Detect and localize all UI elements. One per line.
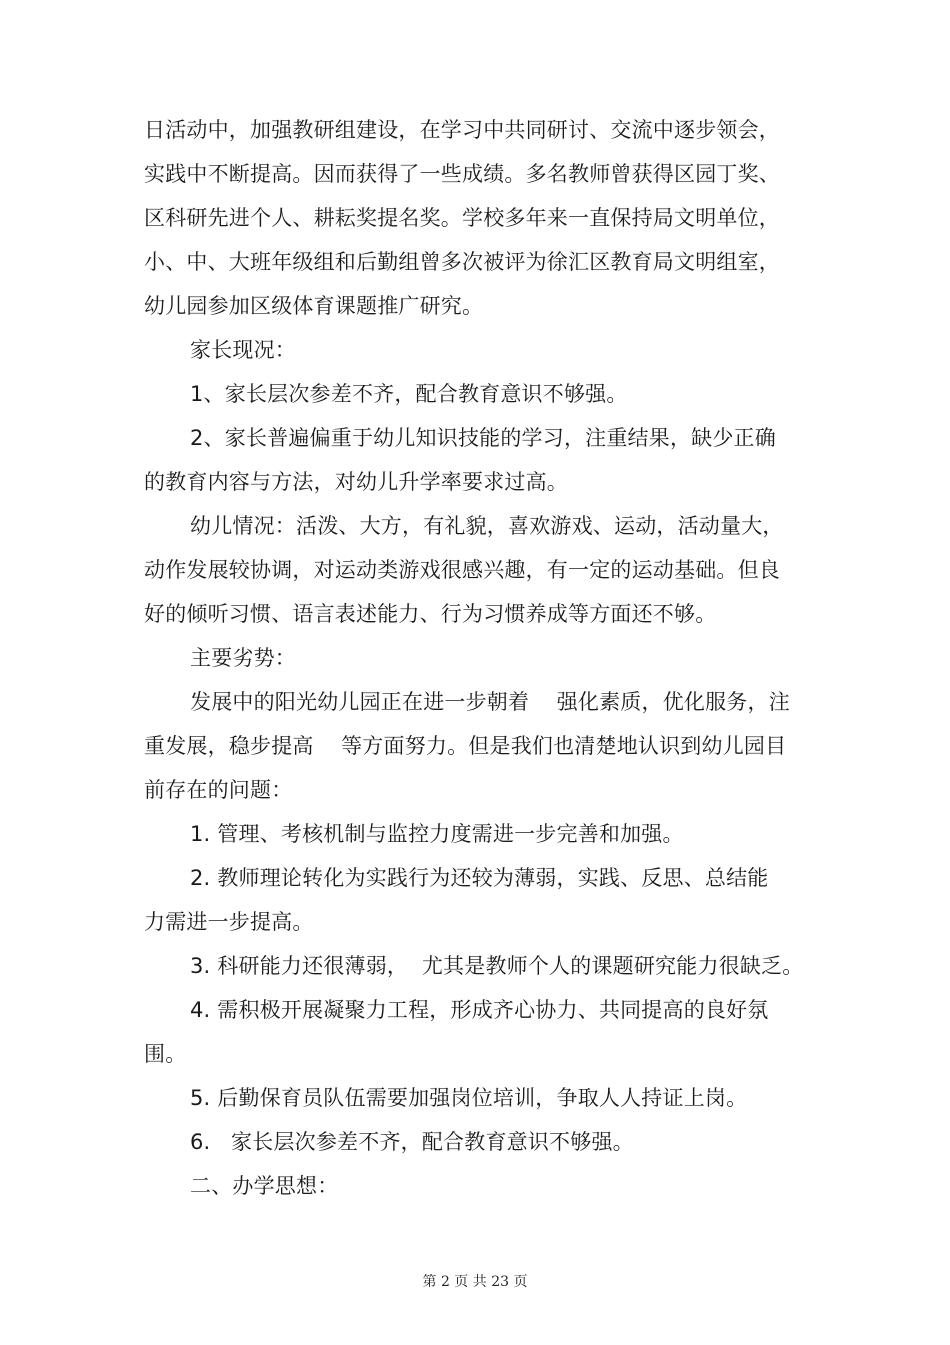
page-number-footer: 第 2 页 共 23 页 [422,1274,528,1290]
paragraph-start: 发展中的阳光幼儿园正在进一步朝着 强化素质，优化服务，注 [190,690,790,714]
section-heading: 二、办学思想： [190,1174,339,1198]
text-line: 动作发展较协调，对运动类游戏很感兴趣，有一定的运动基础。但良 [144,558,780,582]
text-line: 围。 [144,1042,187,1066]
list-item: 2、家长普遍偏重于幼儿知识技能的学习，注重结果，缺少正确 [190,426,776,450]
paragraph-start: 幼儿情况：活泼、大方，有礼貌，喜欢游戏、运动，活动量大， [190,514,784,538]
text-line: 力需进一步提高。 [144,910,314,934]
list-item: 3. 科研能力还很薄弱， 尤其是教师个人的课题研究能力很缺乏。 [190,954,804,978]
section-heading: 主要劣势： [190,646,296,670]
text-line: 小、中、大班年级组和后勤组曾多次被评为徐汇区教育局文明组室， [144,250,780,274]
text-line: 实践中不断提高。因而获得了一些成绩。多名教师曾获得区园丁奖、 [144,162,780,186]
list-item: 5. 后勤保育员队伍需要加强岗位培训，争取人人持证上岗。 [190,1086,748,1110]
list-item: 6. 家长层次参差不齐，配合教育意识不够强。 [190,1130,634,1154]
text-line: 幼儿园参加区级体育课题推广研究。 [144,294,484,318]
text-line: 区科研先进个人、耕耘奖提名奖。学校多年来一直保持局文明单位， [144,206,780,230]
list-item: 2. 教师理论转化为实践行为还较为薄弱，实践、反思、总结能 [190,866,769,890]
text-line: 前存在的问题： [144,778,293,802]
list-item: 1、家长层次参差不齐，配合教育意识不够强。 [190,382,628,406]
list-item: 4. 需积极开展凝聚力工程，形成齐心协力、共同提高的良好氛 [190,998,769,1022]
text-line: 好的倾听习惯、语言表述能力、行为习惯养成等方面还不够。 [144,602,717,626]
text-line: 的教育内容与方法，对幼儿升学率要求过高。 [144,470,568,494]
text-line: 日活动中，加强教研组建设，在学习中共同研讨、交流中逐步领会， [144,118,780,142]
text-line: 重发展，稳步提高 等方面努力。但是我们也清楚地认识到幼儿园目 [144,734,787,758]
list-item: 1. 管理、考核机制与监控力度需进一步完善和加强。 [190,822,684,846]
section-heading: 家长现况： [190,338,296,362]
